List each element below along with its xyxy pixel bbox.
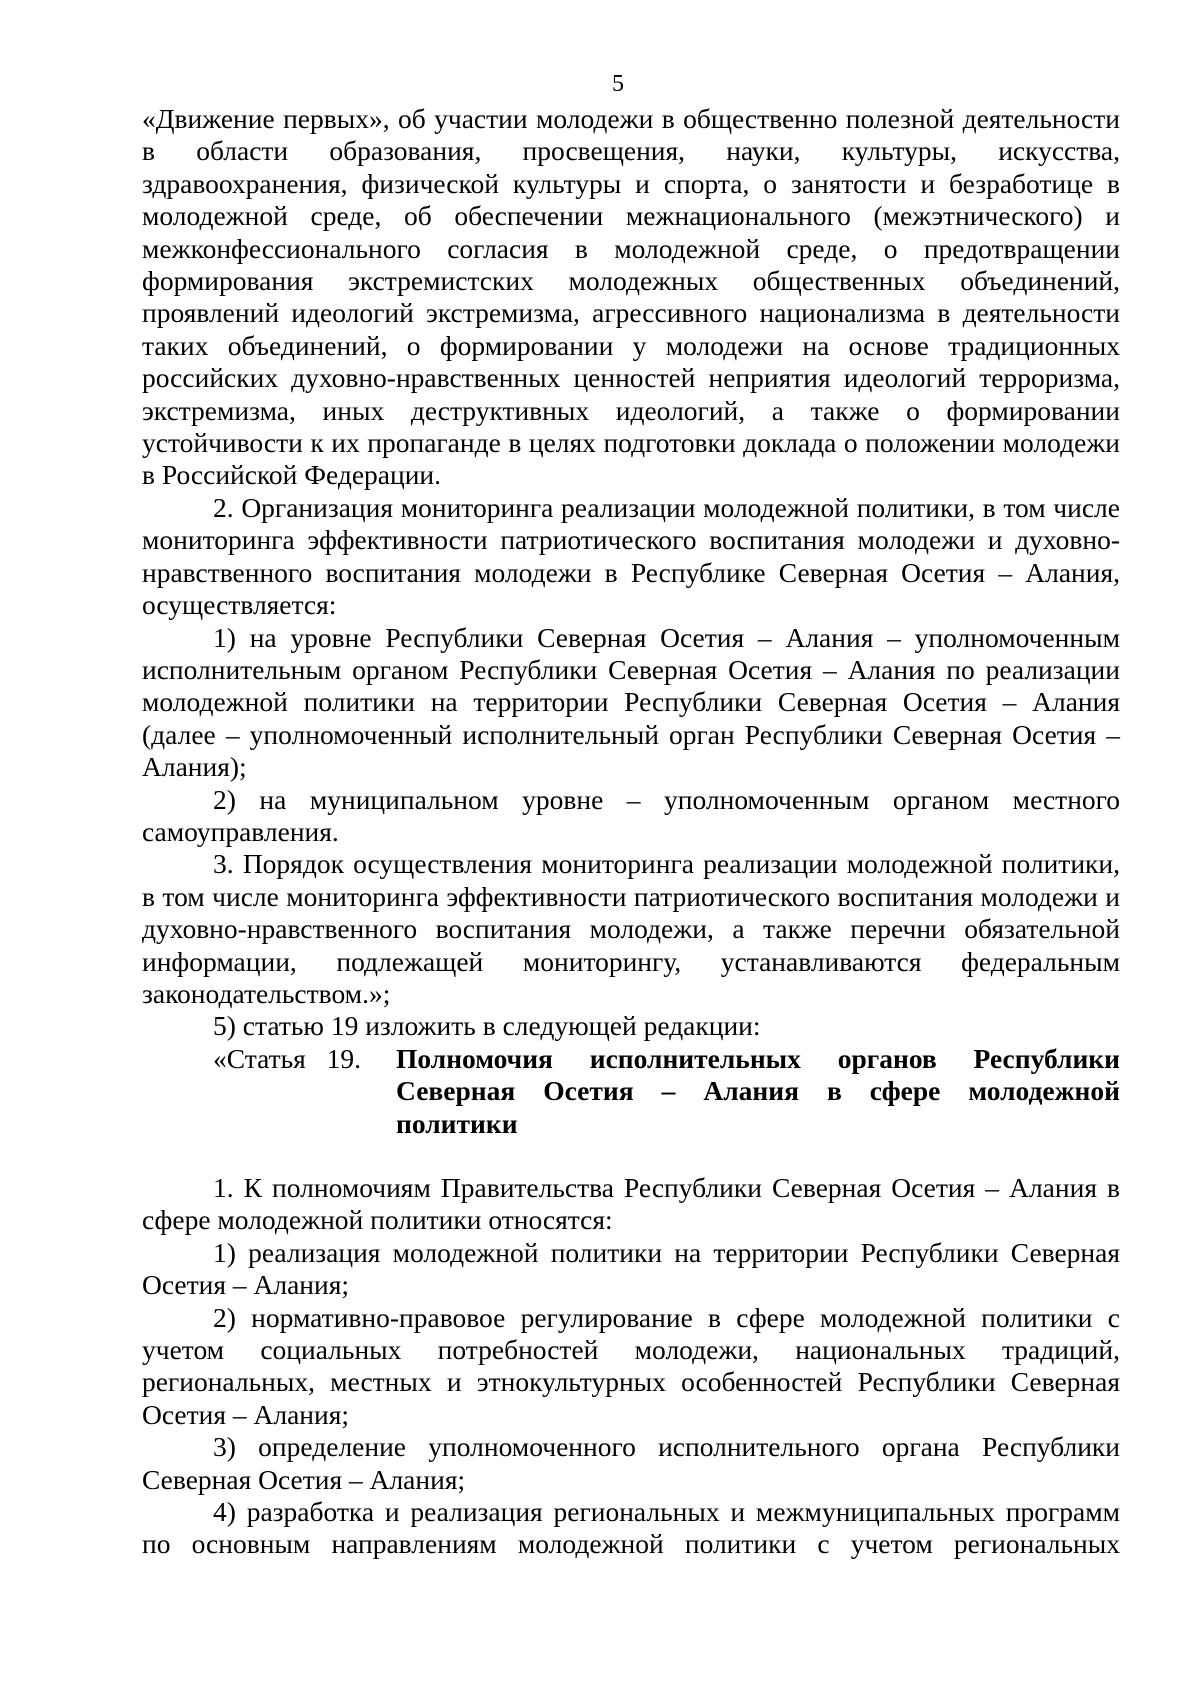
section-spacer: [142, 1140, 1120, 1172]
paragraph-amendment-5: 5) статью 19 изложить в следующей редакции:: [213, 1010, 761, 1042]
paragraph-item-2-2: 2) на муниципальном уровне – уполномоченным органом местного самоуправления.: [142, 783, 1120, 847]
paragraph-item-2-1: 1) на уровне Республики Северная Осетия – Алания – уполномоченным исполнительным органом Республики Северная Осетия – Алания по реализации молодежной политики на территории Республики Северная Осетия – Алания (далее – уполномоченный исполнительный орган Республики Северная Осетия – Алания);: [142, 621, 1120, 783]
page-number: 5: [612, 71, 624, 97]
paragraph-article-item-1-3: 3) определение уполномоченного исполнительного органа Республики Северная Осетия – Алания;: [142, 1431, 1120, 1495]
article-label: «Статья 19.: [213, 1042, 362, 1074]
article-heading: [142, 1043, 1120, 1140]
paragraph-continuation: «Движение первых», об участии молодежи в общественно полезной деятельности в области образования, просвещения, науки, культуры, искусства, здравоохранения, физической культуры и спорта, о занятости и безработице в молодежной среде, об обеспечении межнационального (межэтнического) и межконфессионального согласия в молодежной среде, о предотвращении формирования экстремистских молодежных общественных объединений, проявлений идеологий экстремизма, агрессивного национализма в деятельности таких объединений, о формировании у молодежи на основе традиционных российских духовно-нравственных ценностей неприятия идеологий терроризма, экстремизма, иных деструктивных идеологий, а также о формировании устойчивости к их пропаганде в целях подготовки доклада о положении молодежи в Российской Федерации.: [142, 103, 1120, 491]
paragraph-item-2: 2. Организация мониторинга реализации молодежной политики, в том числе мониторинга эффективности патриотического воспитания молодежи и духовно-нравственного воспитания молодежи в Республике Северная Осетия – Алания, осуществляется:: [142, 491, 1120, 621]
paragraph-article-item-1-2: 2) нормативно-правовое регулирование в сфере молодежной политики с учетом социальных потребностей молодежи, национальных традиций, региональных, местных и этнокультурных особенностей Республики Северная Осетия – Алания;: [142, 1301, 1120, 1430]
paragraph-article-item-1: 1. К полномочиям Правительства Республики Северная Осетия – Алания в сфере молодежной политики относятся:: [142, 1172, 1120, 1236]
article-title: Полномочия исполнительных органов Республики Северная Осетия – Алания в сфере молодежной политики: [396, 1042, 1120, 1139]
paragraph-article-item-1-4: 4) разработка и реализация региональных и межмуниципальных программ по основным направлениям молодежной политики с учетом региональных: [142, 1496, 1120, 1560]
paragraph-item-3: 3. Порядок осуществления мониторинга реализации молодежной политики, в том числе мониторинга эффективности патриотического воспитания молодежи и духовно-нравственного воспитания молодежи, а также перечни обязательной информации, подлежащей мониторингу, устанавливаются федеральным законодательством.»;: [142, 848, 1120, 1009]
paragraph-article-item-1-1: 1) реализация молодежной политики на территории Республики Северная Осетия – Алания;: [142, 1236, 1120, 1301]
document-body: [142, 103, 1120, 1561]
